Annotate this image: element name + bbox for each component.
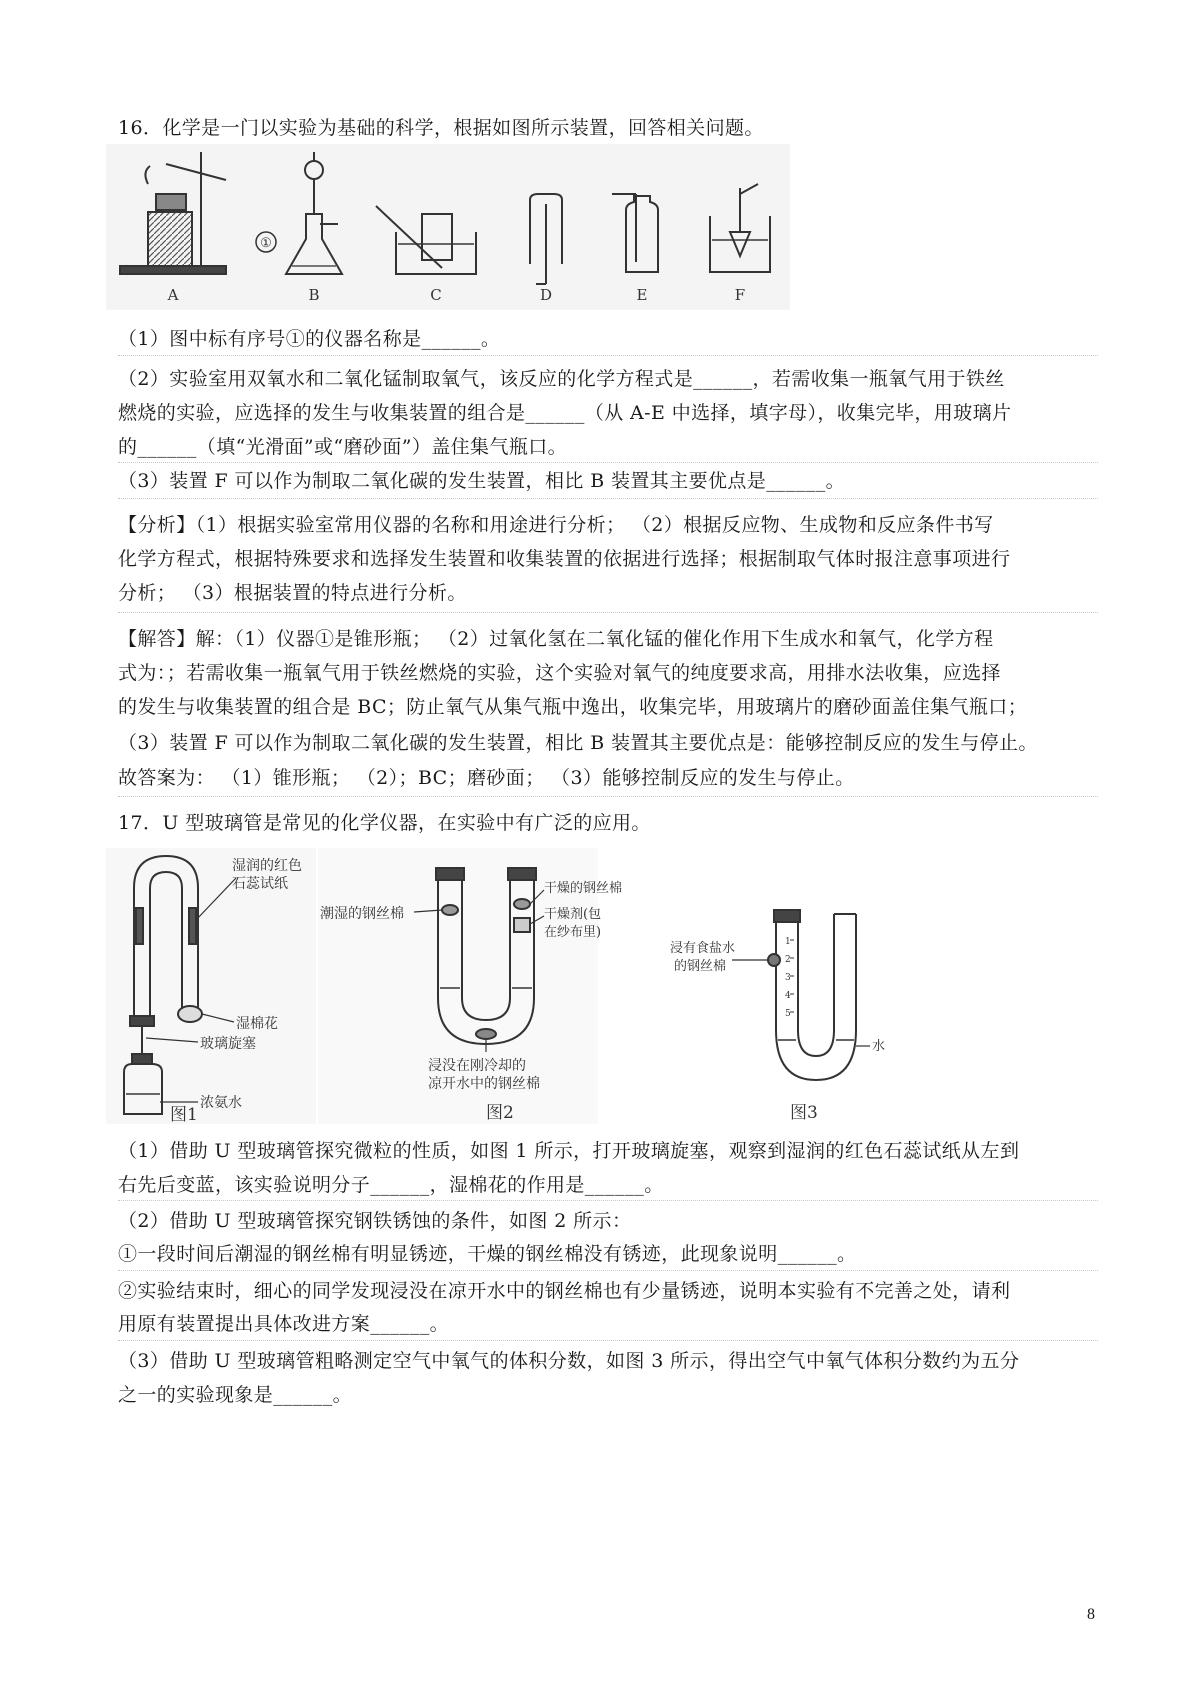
q17-part2-head: （2）借助 U 型玻璃管探究钢铁锈蚀的条件，如图 2 所示： xyxy=(118,1210,632,1232)
fig3-scale-3: 3 xyxy=(785,973,791,983)
fig1-label-cotton: 湿棉花 xyxy=(236,1016,278,1032)
divider xyxy=(118,498,1098,499)
divider xyxy=(118,1270,1098,1271)
q16-part3: （3）装置 F 可以作为制取二氧化碳的发生装置，相比 B 装置其主要优点是______。 xyxy=(118,470,845,492)
answer-line2: 式为：；若需收集一瓶氧气用于铁丝燃烧的实验，这个实验对氧气的纯度要求高，用排水法收集，应选择 xyxy=(118,662,1001,684)
label-F: F xyxy=(734,286,746,304)
q17-part3-line1: （3）借助 U 型玻璃管粗略测定空气中氧气的体积分数，如图 3 所示，得出空气中氧气体积分数约为五分 xyxy=(118,1350,1020,1372)
q17-part1-line1: （1）借助 U 型玻璃管探究微粒的性质，如图 1 所示，打开玻璃旋塞，观察到湿润的红色石蕊试纸从左到 xyxy=(118,1140,1020,1162)
fig1-label-ammonia: 浓氨水 xyxy=(200,1095,242,1111)
q16-part2-line1: （2）实验室用双氧水和二氧化锰制取氧气，该反应的化学方程式是______，若需收集一瓶氧气用于铁丝 xyxy=(118,368,1005,390)
fig1-label-paper-line1: 湿润的红色 xyxy=(232,858,302,874)
label-A: A xyxy=(167,286,179,304)
q17-figure-1 xyxy=(106,848,316,1124)
q16-title: 16．化学是一门以实验为基础的科学，根据如图所示装置，回答相关问题。 xyxy=(118,117,764,139)
divider xyxy=(118,462,1098,463)
divider xyxy=(118,612,1098,613)
fig2-label-desiccant-line1: 干燥剂(包 xyxy=(544,907,602,922)
q17-part3-line2: 之一的实验现象是______。 xyxy=(118,1384,353,1406)
fig1-label-valve: 玻璃旋塞 xyxy=(200,1036,256,1052)
divider xyxy=(118,355,1098,356)
answer-line4: （3）装置 F 可以作为制取二氧化碳的发生装置，相比 B 装置其主要优点是：能够控制反应的发生与停止。 xyxy=(118,732,1038,754)
analysis-line1: 【分析】（1）根据实验室常用仪器的名称和用途进行分析； （2）根据反应物、生成物和反应条件书写 xyxy=(118,514,994,536)
answer-line3: 的发生与收集装置的组合是 BC；防止氧气从集气瓶中逸出，收集完毕，用玻璃片的磨砂面盖住集气瓶口； xyxy=(118,696,1028,718)
q17-part2-b-line2: 用原有装置提出具体改进方案______。 xyxy=(118,1313,450,1335)
fig2-label-desiccant-line2: 在纱布里) xyxy=(544,925,602,940)
q16-part1: （1）图中标有序号①的仪器名称是______。 xyxy=(118,328,501,350)
fig2-label-dry: 干燥的钢丝棉 xyxy=(544,881,623,896)
fig2-label-water-line2: 凉开水中的钢丝棉 xyxy=(428,1076,540,1092)
q17-figure-3 xyxy=(670,890,910,1124)
fig3-label-wool-line2: 的钢丝棉 xyxy=(674,959,727,974)
analysis-line2: 化学方程式，根据特殊要求和选择发生装置和收集装置的依据进行选择；根据制取气体时报注意事项进行 xyxy=(118,548,1011,570)
fig3-scale-4: 4 xyxy=(785,991,791,1001)
q16-part2-line3: 的______（填“光滑面”或“磨砂面”）盖住集气瓶口。 xyxy=(118,436,568,458)
divider xyxy=(118,1340,1098,1341)
fig3-scale-5: 5 xyxy=(785,1009,791,1019)
fig3-scale-2: 2 xyxy=(785,955,791,965)
fig2-label-water-line1: 浸没在刚冷却的 xyxy=(428,1058,526,1074)
answer-line1: 【解答】解：（1）仪器①是锥形瓶； （2）过氧化氢在二氧化锰的催化作用下生成水和氧气，化学方程 xyxy=(118,628,994,650)
q16-part2-line2: 燃烧的实验，应选择的发生与收集装置的组合是______（从 A-E 中选择，填字母），收集完毕，用玻璃片 xyxy=(118,402,1012,424)
q16-apparatus-figure xyxy=(106,144,790,310)
fig1-label-paper-line2: 石蕊试纸 xyxy=(232,876,288,892)
fig3-scale-1: 1 xyxy=(785,937,791,947)
divider xyxy=(118,1200,1098,1201)
fig3-label-wool-line1: 浸有食盐水 xyxy=(670,941,736,956)
fig3-label-water: 水 xyxy=(872,1039,886,1054)
fig1-caption: 图1 xyxy=(170,1105,198,1125)
fig2-caption: 图2 xyxy=(486,1103,514,1123)
q17-title: 17．U 型玻璃管是常见的化学仪器，在实验中有广泛的应用。 xyxy=(118,812,651,834)
label-C: C xyxy=(430,286,442,304)
fig3-caption: 图3 xyxy=(790,1103,818,1123)
label-B: B xyxy=(308,286,320,304)
label-D: D xyxy=(539,286,553,304)
label-marker-1: ① xyxy=(260,236,272,251)
label-E: E xyxy=(636,286,648,304)
analysis-line3: 分析； （3）根据装置的特点进行分析。 xyxy=(118,582,467,604)
divider xyxy=(118,796,1098,797)
answer-line5: 故答案为： （1）锥形瓶； （2）；BC；磨砂面； （3）能够控制反应的发生与停止。 xyxy=(118,767,855,789)
q17-figure-2 xyxy=(318,848,623,1124)
page-number: 8 xyxy=(1087,1606,1095,1623)
q17-part1-line2: 右先后变蓝，该实验说明分子______，湿棉花的作用是______。 xyxy=(118,1174,664,1196)
q17-part2-a: ①一段时间后潮湿的钢丝棉有明显锈迹，干燥的钢丝棉没有锈迹，此现象说明______。 xyxy=(118,1243,857,1265)
q17-part2-b-line1: ②实验结束时，细心的同学发现浸没在凉开水中的钢丝棉也有少量锈迹，说明本实验有不完善之处，请利 xyxy=(118,1280,1011,1302)
fig2-label-wet: 潮湿的钢丝棉 xyxy=(320,906,404,922)
